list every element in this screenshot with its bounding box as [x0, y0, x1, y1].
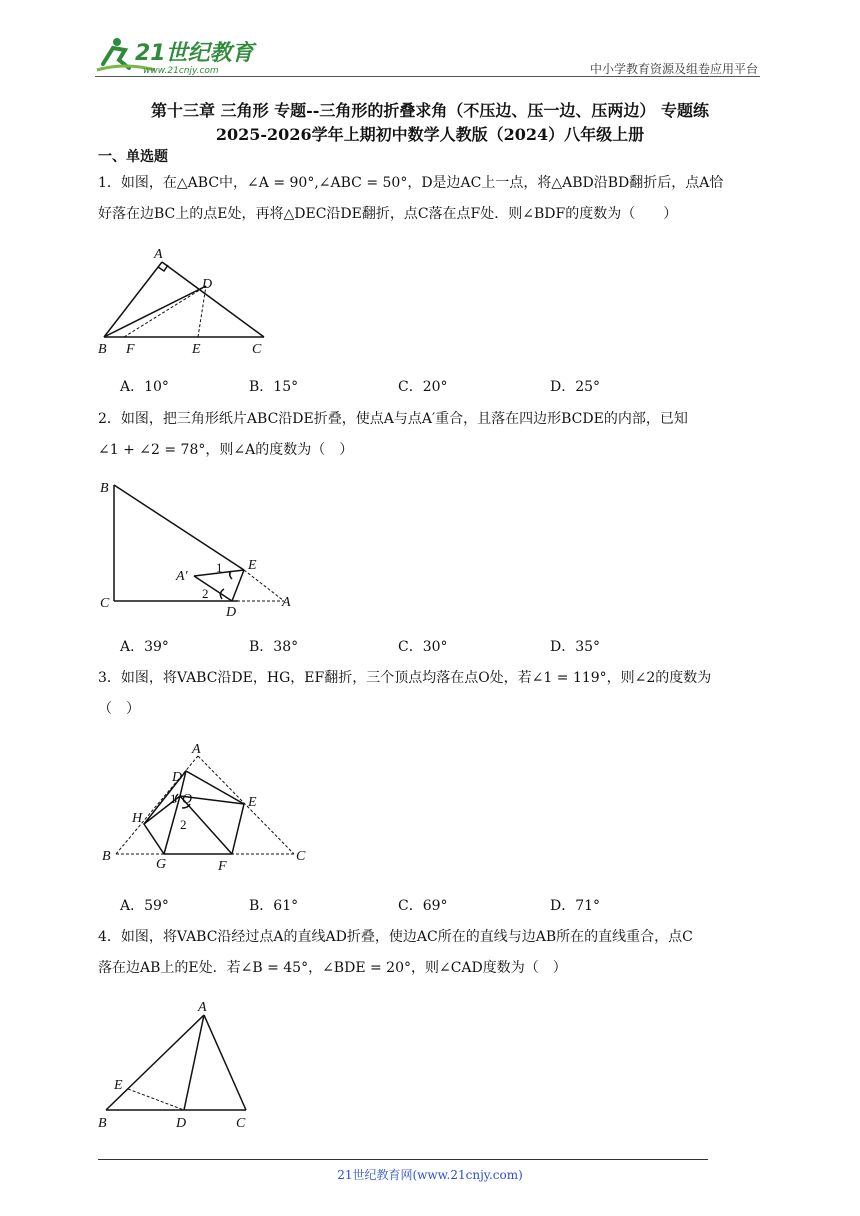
- q3-label-f: F: [218, 859, 227, 874]
- q4-label-a: A: [198, 1000, 207, 1015]
- doc-title-line1: 第十三章 三角形 专题--三角形的折叠求角（不压边、压一边、压两边） 专题练: [151, 101, 709, 120]
- question-1-figure: [98, 245, 268, 360]
- question-4-text: [98, 922, 763, 984]
- q3-label-o: O: [182, 792, 193, 807]
- question-4-figure: [98, 997, 268, 1132]
- site-logo: [95, 34, 260, 76]
- question-3-line2: （ ）: [98, 701, 140, 717]
- q1-label-f: F: [126, 342, 135, 357]
- q3-label-1: 1: [170, 791, 177, 806]
- q2-option-a: A．39°: [120, 639, 169, 655]
- q1-label-c: C: [252, 342, 262, 357]
- q2-label-1: 1: [216, 560, 223, 575]
- question-1-line1: 1．如图，在△ABC中，∠A = 90°,∠ABC = 50°，D是边AC上一点，将△ABD沿BD翻折后，点A恰: [98, 175, 724, 191]
- header-platform-text: 中小学教育资源及组卷应用平台: [589, 62, 758, 76]
- q2-option-c: C．30°: [398, 639, 448, 655]
- q1-label-b: B: [98, 342, 107, 357]
- q1-option-a: A．10°: [120, 379, 169, 395]
- q1-label-a: A: [154, 247, 163, 262]
- question-1-text: [98, 168, 763, 230]
- logo-url: www.21cnjy.com: [143, 66, 219, 76]
- q3-label-d: D: [172, 770, 183, 785]
- q4-label-e: E: [114, 1078, 123, 1093]
- section-heading: 一、单选题: [98, 149, 168, 165]
- footer-link[interactable]: 21世纪教育网(www.21cnjy.com): [337, 1168, 523, 1182]
- header-divider: [95, 76, 760, 77]
- q3-option-b: B．61°: [249, 898, 299, 914]
- question-4-line2: 落在边AB上的E处．若∠B = 45°，∠BDE = 20°，则∠CAD度数为（ ）: [98, 960, 567, 976]
- q3-label-h: H: [132, 811, 143, 826]
- q3-label-e: E: [248, 795, 257, 810]
- q3-option-a: A．59°: [120, 898, 169, 914]
- question-2-figure: [98, 475, 298, 620]
- question-3-line1: 3．如图，将VABC沿DE，HG，EF翻折，三个顶点均落在点O处，若∠1 = 119°，则∠2的度数为: [98, 670, 712, 686]
- q2-label-2: 2: [202, 586, 209, 601]
- q3-label-2: 2: [180, 817, 187, 832]
- q1-option-c: C．20°: [398, 379, 448, 395]
- q2-label-b: B: [100, 481, 109, 496]
- q1-option-b: B．15°: [249, 379, 299, 395]
- question-2-text: [98, 404, 763, 466]
- q4-label-d: D: [176, 1116, 187, 1131]
- question-4-line1: 4．如图，将VABC沿经过点A的直线AD折叠，使边AC所在的直线与边AB所在的直线重合，点C: [98, 929, 693, 945]
- q4-label-c: C: [236, 1116, 246, 1131]
- q2-label-a: A: [282, 595, 291, 610]
- q3-label-c: C: [296, 849, 306, 864]
- question-1-line2: 好落在边BC上的点E处，再将△DEC沿DE翻折，点C落在点F处．则∠BDF的度数为（ ）: [98, 206, 678, 222]
- q3-label-b: B: [102, 849, 111, 864]
- q2-option-d: D．35°: [550, 639, 601, 655]
- q1-label-d: D: [202, 277, 213, 292]
- footer-divider: [98, 1159, 708, 1160]
- q3-label-g: G: [156, 857, 167, 872]
- doc-title-line2: 2025-2026学年上期初中数学人教版（2024）八年级上册: [215, 125, 645, 144]
- question-3-text: [98, 663, 763, 725]
- q2-label-d: D: [226, 605, 237, 620]
- question-3-figure: [98, 738, 318, 878]
- q2-label-a-prime: A′: [176, 569, 188, 584]
- q2-label-e: E: [248, 558, 257, 573]
- q2-label-c: C: [100, 596, 110, 611]
- q1-option-d: D．25°: [550, 379, 601, 395]
- question-2-line2: ∠1 + ∠2 = 78°，则∠A的度数为（ ）: [98, 442, 354, 458]
- q4-label-b: B: [98, 1116, 107, 1131]
- q3-option-c: C．69°: [398, 898, 448, 914]
- question-2-line1: 2．如图，把三角形纸片ABC沿DE折叠，使点A与点A′重合，且落在四边形BCDE的内部，已知: [98, 411, 688, 427]
- q3-option-d: D．71°: [550, 898, 601, 914]
- q1-label-e: E: [192, 342, 201, 357]
- q2-option-b: B．38°: [249, 639, 299, 655]
- q3-label-a: A: [192, 742, 201, 757]
- logo-text: 21世纪教育: [135, 41, 254, 66]
